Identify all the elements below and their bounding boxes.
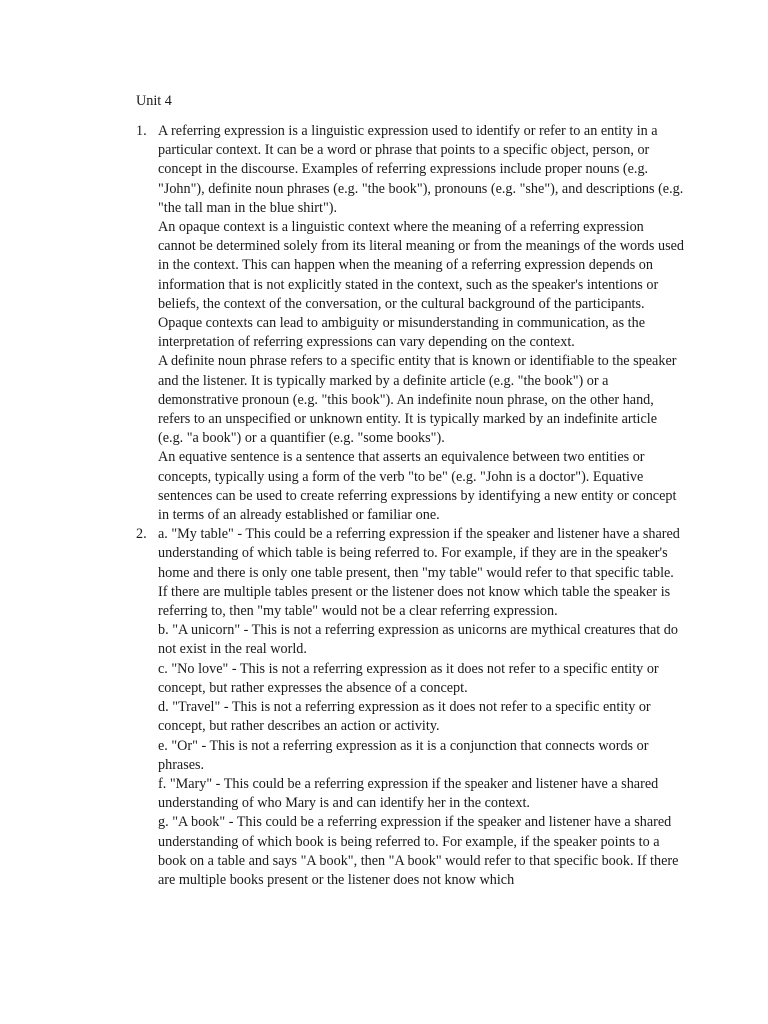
- list-item-2: [136, 525, 684, 890]
- answer-list: [136, 122, 684, 890]
- paragraph: d. "Travel" - This is not a referring expression as it does not refer to a specific entity or concept, but rather describes an action or activity.: [158, 699, 651, 735]
- paragraph: A definite noun phrase refers to a specific entity that is known or identifiable to the speaker and the listener. It is typically marked by a definite article (e.g. "the book") or a demonstrative pronoun (e.g. "this book"). An indefinite noun phrase, on the other hand, refers to an unspecified or unknown entity. It is typically marked by an indefinite article (e.g. "a book") or a quantifier (e.g. "some books").: [158, 353, 677, 447]
- paragraph: a. "My table" - This could be a referring expression if the speaker and listener have a shared understanding of which table is being referred to. For example, if they are in the speaker's home and there is only one table present, then "my table" would refer to that specific table. If there are multiple tables present or the listener does not know which table the speaker is referring to, then "my table" would not be a clear referring expression.: [158, 526, 680, 620]
- paragraph: b. "A unicorn" - This is not a referring expression as unicorns are mythical creatures that do not exist in the real world.: [158, 622, 678, 658]
- paragraph: e. "Or" - This is not a referring expression as it is a conjunction that connects words or phrases.: [158, 737, 649, 773]
- paragraph: An equative sentence is a sentence that asserts an equivalence between two entities or concepts, typically using a form of the verb "to be" (e.g. "John is a doctor"). Equative sentences can be used to create referring expressions by identifying a new entity or concept in terms of an already established or familiar one.: [158, 449, 677, 524]
- page-title: Unit 4: [136, 93, 172, 109]
- paragraph: g. "A book" - This could be a referring expression if the speaker and listener have a shared understanding of which book is being referred to. For example, if the speaker points to a book on a table and says "A book", then "A book" would refer to that specific book. If there are multiple books present or the listener does not know which: [158, 814, 679, 888]
- paragraph: A referring expression is a linguistic expression used to identify or refer to an entity in a particular context. It can be a word or phrase that points to a specific object, person, or concept in the discourse. Examples of referring expressions include proper nouns (e.g. "John"), definite noun phrases (e.g. "the book"), pronouns (e.g. "she"), and descriptions (e.g. "the tall man in the blue shirt").: [158, 123, 684, 216]
- item-number: 1.: [136, 123, 147, 139]
- paragraph: An opaque context is a linguistic context where the meaning of a referring expression cannot be determined solely from its literal meaning or from the meanings of the words used in the context. This can happen when the meaning of a referring expression depends on information that is not explicitly stated in the context, such as the speaker's intentions or beliefs, the context of the conversation, or the cultural background of the participants. Opaque contexts can lead to ambiguity or misunderstanding in communication, as the interpretation of referring expressions can vary depending on the context.: [158, 219, 684, 351]
- paragraph: c. "No love" - This is not a referring expression as it does not refer to a specific entity or concept, but rather expresses the absence of a concept.: [158, 660, 659, 696]
- item-number: 2.: [136, 526, 147, 543]
- list-item-1: [136, 122, 684, 525]
- paragraph: f. "Mary" - This could be a referring expression if the speaker and listener have a shared understanding of who Mary is and can identify her in the context.: [158, 775, 659, 812]
